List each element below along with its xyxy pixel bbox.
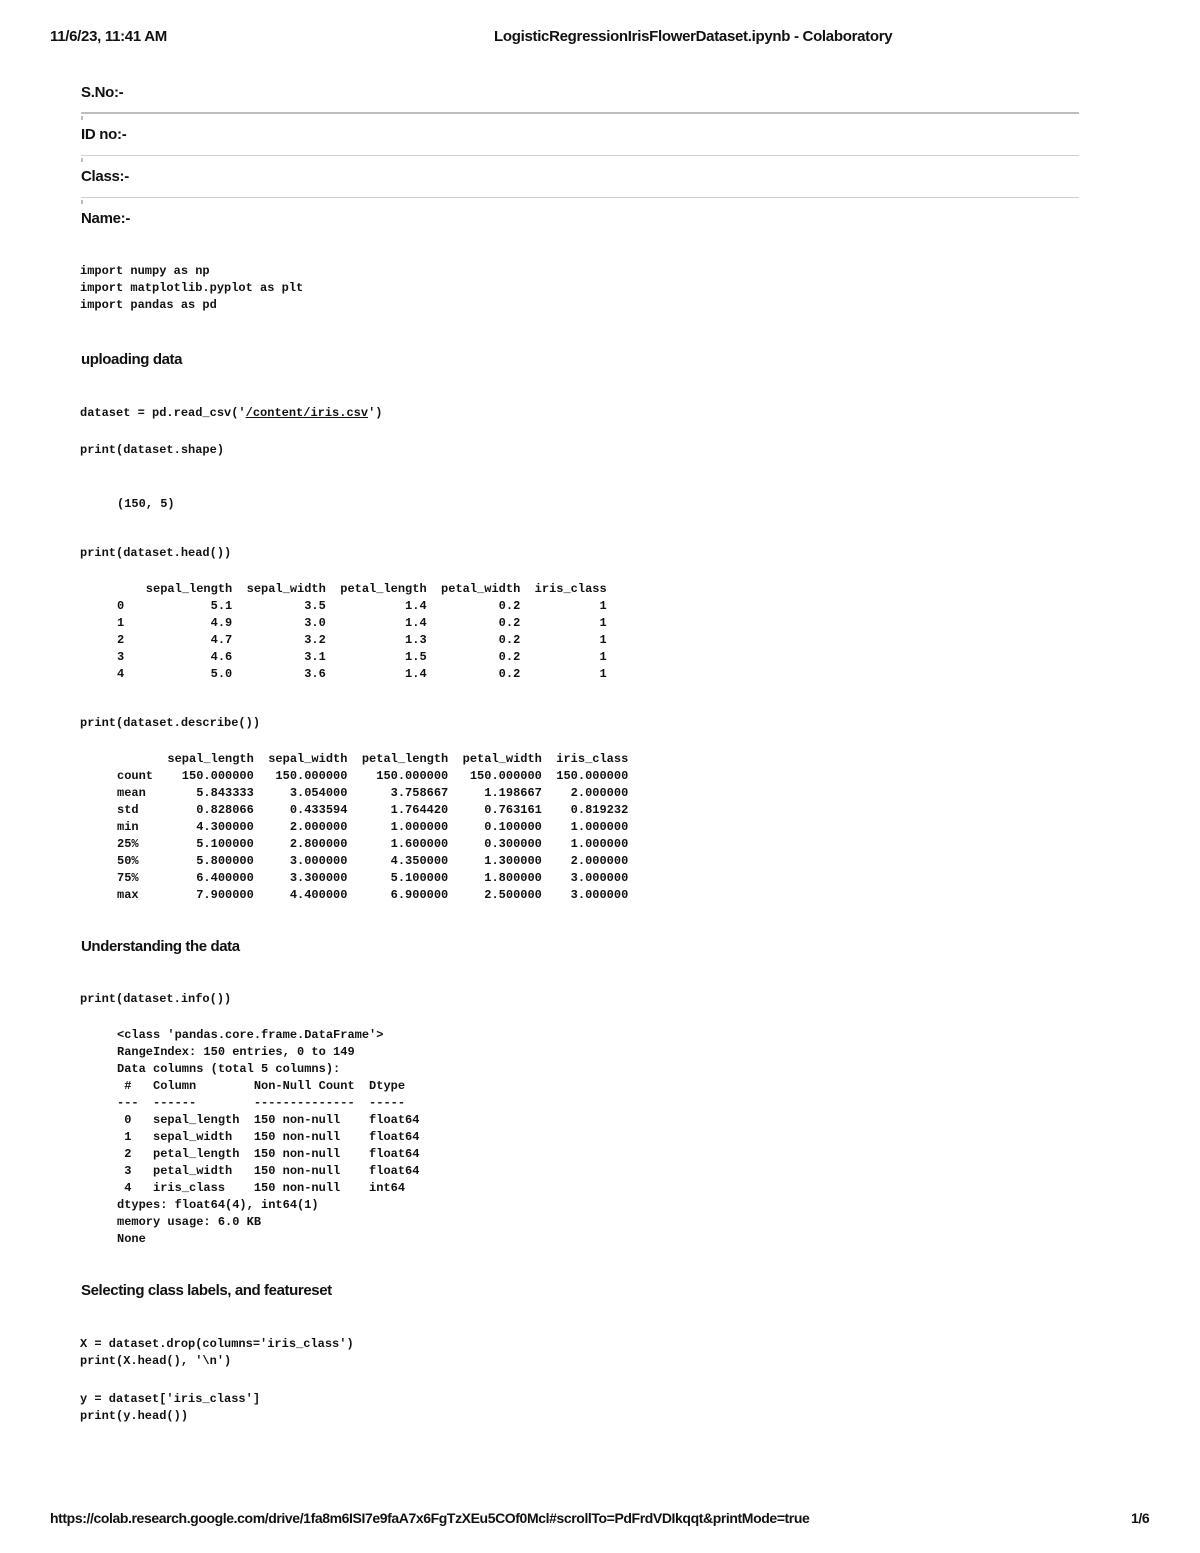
output-line: memory usage: 6.0 KB (117, 1215, 262, 1229)
output-line: 4 iris_class 150 non-null int64 (117, 1181, 406, 1195)
class-field-label: Class:- (81, 168, 129, 185)
code-cell-print-shape[interactable] (80, 442, 224, 459)
table-row: mean 5.843333 3.054000 3.758667 1.198667 2.000000 (117, 786, 629, 800)
code-cell-read-csv[interactable] (80, 405, 382, 422)
output-line: 0 sepal_length 150 non-null float64 (117, 1113, 420, 1127)
table-row: 3 4.6 3.1 1.5 0.2 1 (117, 650, 607, 664)
code-cell-print-info[interactable] (80, 991, 231, 1008)
divider-tick (81, 116, 83, 120)
code-line: print(dataset.describe()) (80, 716, 261, 730)
code-line: X = dataset.drop(columns='iris_class') (80, 1337, 354, 1351)
output-line: (150, 5) (117, 497, 175, 511)
output-line: <class 'pandas.core.frame.DataFrame'> (117, 1028, 384, 1042)
section-heading-uploading-data: uploading data (81, 351, 183, 368)
section-heading-understanding-data: Understanding the data (81, 938, 240, 955)
code-cell-features-labels[interactable] (80, 1336, 354, 1425)
code-line (80, 405, 382, 422)
code-text: ') (368, 406, 383, 420)
code-line: y = dataset['iris_class'] (80, 1392, 261, 1406)
output-line: 2 petal_length 150 non-null float64 (117, 1147, 420, 1161)
table-row: std 0.828066 0.433594 1.764420 0.763161 0.819232 (117, 803, 629, 817)
code-cell-print-describe[interactable] (80, 715, 260, 732)
output-line: --- ------ -------------- ----- (117, 1096, 406, 1110)
field-divider (81, 155, 1079, 156)
table-row: 75% 6.400000 3.300000 5.100000 1.800000 3.000000 (117, 871, 629, 885)
sno-field-label: S.No:- (81, 84, 124, 101)
output-line: dtypes: float64(4), int64(1) (117, 1198, 319, 1212)
output-info (117, 1027, 419, 1248)
file-path-link[interactable]: /content/iris.csv (245, 406, 369, 420)
output-head-table (117, 581, 607, 683)
section-heading-selecting-labels: Selecting class labels, and featureset (81, 1282, 332, 1299)
print-datetime: 11/6/23, 11:41 AM (50, 28, 167, 45)
output-line: RangeIndex: 150 entries, 0 to 149 (117, 1045, 355, 1059)
code-line: print(X.head(), '\n') (80, 1354, 232, 1368)
output-line: None (117, 1232, 146, 1246)
output-line: # Column Non-Null Count Dtype (117, 1079, 406, 1093)
code-line: import numpy as np (80, 264, 210, 278)
table-row: count 150.000000 150.000000 150.000000 150.000000 150.000000 (117, 769, 629, 783)
table-row: 2 4.7 3.2 1.3 0.2 1 (117, 633, 607, 647)
divider-tick (81, 200, 83, 204)
output-line: Data columns (total 5 columns): (117, 1062, 341, 1076)
divider-tick (81, 158, 83, 162)
code-line: print(dataset.info()) (80, 992, 232, 1006)
table-header-row: sepal_length sepal_width petal_length petal_width iris_class (117, 582, 607, 596)
code-line: print(y.head()) (80, 1409, 189, 1423)
output-line: 1 sepal_width 150 non-null float64 (117, 1130, 420, 1144)
field-divider (81, 112, 1079, 114)
output-line: 3 petal_width 150 non-null float64 (117, 1164, 420, 1178)
blank-line (80, 1370, 354, 1391)
print-page-number: 1/6 (1131, 1510, 1150, 1526)
table-header-row: sepal_length sepal_width petal_length petal_width iris_class (117, 752, 629, 766)
code-cell-imports[interactable] (80, 263, 303, 314)
code-line: import matplotlib.pyplot as plt (80, 281, 304, 295)
print-footer-url: https://colab.research.google.com/drive/1fa8m6ISI7e9faA7x6FgTzXEu5COf0Mcl#scrollTo=PdFrdVDIkqqt&printMode=true (50, 1510, 810, 1526)
table-row: 50% 5.800000 3.000000 4.350000 1.300000 2.000000 (117, 854, 629, 868)
name-field-label: Name:- (81, 210, 131, 227)
code-line: print(dataset.shape) (80, 443, 225, 457)
table-row: 0 5.1 3.5 1.4 0.2 1 (117, 599, 607, 613)
table-row: 25% 5.100000 2.800000 1.600000 0.300000 1.000000 (117, 837, 629, 851)
table-row: max 7.900000 4.400000 6.900000 2.500000 3.000000 (117, 888, 629, 902)
id-field-label: ID no:- (81, 126, 127, 143)
table-row: min 4.300000 2.000000 1.000000 0.100000 1.000000 (117, 820, 629, 834)
code-text: dataset = pd.read_csv(' (80, 406, 246, 420)
output-describe-table (117, 751, 628, 904)
code-cell-print-head[interactable] (80, 545, 231, 562)
field-divider (81, 197, 1079, 198)
table-row: 4 5.0 3.6 1.4 0.2 1 (117, 667, 607, 681)
output-shape (117, 496, 175, 513)
code-line: import pandas as pd (80, 298, 217, 312)
print-page-title: LogisticRegressionIrisFlowerDataset.ipynb - Colaboratory (494, 28, 893, 45)
code-line: print(dataset.head()) (80, 546, 232, 560)
table-row: 1 4.9 3.0 1.4 0.2 1 (117, 616, 607, 630)
